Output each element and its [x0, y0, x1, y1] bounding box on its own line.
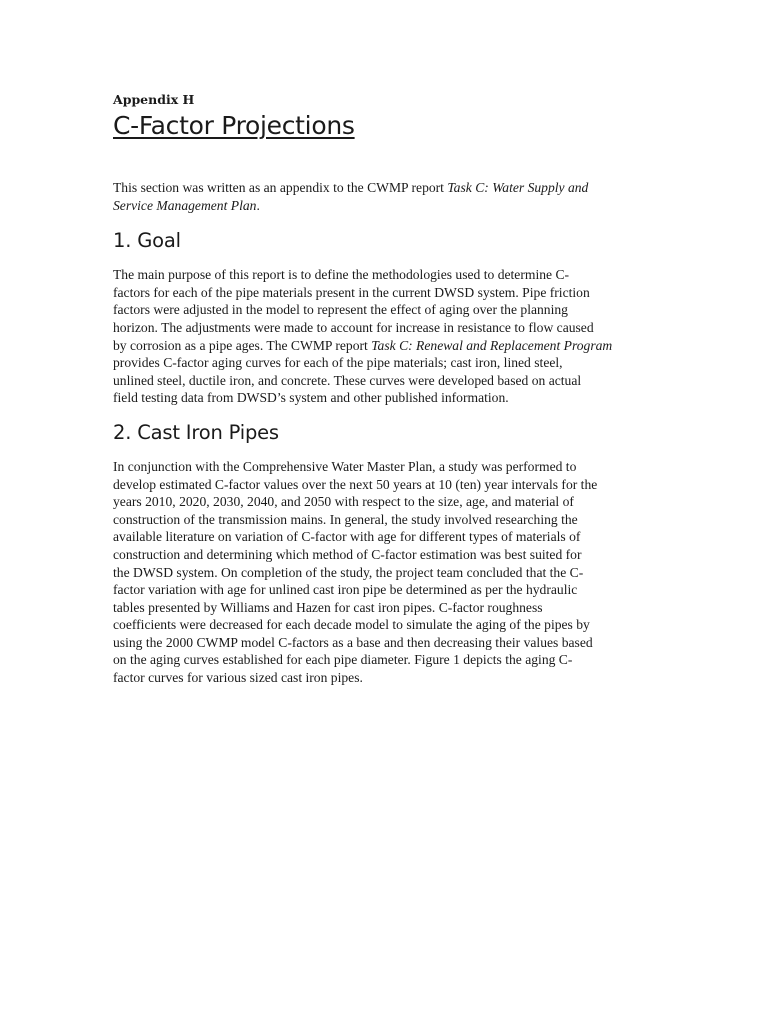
goal-line: unlined steel, ductile iron, and concrete. These curves were developed based on actual	[113, 372, 582, 388]
cast-iron-line: factor curves for various sized cast iron pipes.	[113, 670, 363, 686]
document-page	[113, 92, 658, 687]
cast-iron-line: years 2010, 2020, 2030, 2040, and 2050 with respect to the size, age, and material of	[113, 494, 574, 510]
appendix-label: Appendix H	[113, 92, 195, 107]
goal-line: The main purpose of this report is to define the methodologies used to determine C-	[113, 267, 570, 283]
cast-iron-line: construction and determining which method of C-factor estimation was best suited for	[113, 546, 582, 562]
cast-iron-paragraph	[113, 458, 658, 687]
goal-line: field testing data from DWSD’s system and other published information.	[113, 390, 509, 406]
cast-iron-line: available literature on variation of C-factor with age for different types of materials of	[113, 529, 581, 545]
intro-text: This section was written as an appendix to the CWMP report	[113, 180, 448, 195]
intro-line-1	[113, 179, 658, 197]
cast-iron-line: using the 2000 CWMP model C-factors as a base and then decreasing their values based	[113, 634, 593, 650]
section-heading-cast-iron-pipes: 2. Cast Iron Pipes	[113, 420, 279, 444]
page-title: C-Factor Projections	[113, 111, 355, 140]
intro-paragraph	[113, 179, 658, 214]
intro-report-title: Task C: Water Supply and	[447, 180, 589, 195]
goal-line: factors for each of the pipe materials present in the current DWSD system. Pipe friction	[113, 284, 590, 300]
intro-report-title-cont: Service Management Plan	[113, 197, 257, 213]
cast-iron-line: tables presented by Williams and Hazen for cast iron pipes. C-factor roughness	[113, 599, 543, 615]
cast-iron-line: the DWSD system. On completion of the study, the project team concluded that the C-	[113, 564, 584, 580]
goal-line: horizon. The adjustments were made to account for increase in resistance to flow caused	[113, 319, 594, 335]
goal-line: factors were adjusted in the model to represent the effect of aging over the planning	[113, 302, 568, 318]
goal-report-reference: Task C: Renewal and Replacement Program	[371, 337, 613, 353]
section-heading-goal: 1. Goal	[113, 229, 181, 253]
goal-paragraph	[113, 266, 658, 407]
cast-iron-line: construction of the transmission mains. In general, the study involved researching the	[113, 511, 578, 527]
goal-line	[113, 337, 658, 355]
goal-line-text: by corrosion as a pipe ages. The CWMP report	[113, 337, 372, 353]
intro-text-end: .	[256, 197, 260, 213]
goal-line: provides C-factor aging curves for each of the pipe materials; cast iron, lined steel,	[113, 355, 563, 371]
cast-iron-line: coefficients were decreased for each decade model to simulate the aging of the pipes by	[113, 617, 590, 633]
cast-iron-line: In conjunction with the Comprehensive Water Master Plan, a study was performed to	[113, 458, 577, 474]
cast-iron-line: factor variation with age for unlined cast iron pipe be determined as per the hydraulic	[113, 582, 578, 598]
cast-iron-line: on the aging curves established for each pipe diameter. Figure 1 depicts the aging C-	[113, 652, 573, 668]
intro-line-2	[113, 197, 658, 215]
cast-iron-line: develop estimated C-factor values over the next 50 years at 10 (ten) year intervals for the	[113, 476, 598, 492]
